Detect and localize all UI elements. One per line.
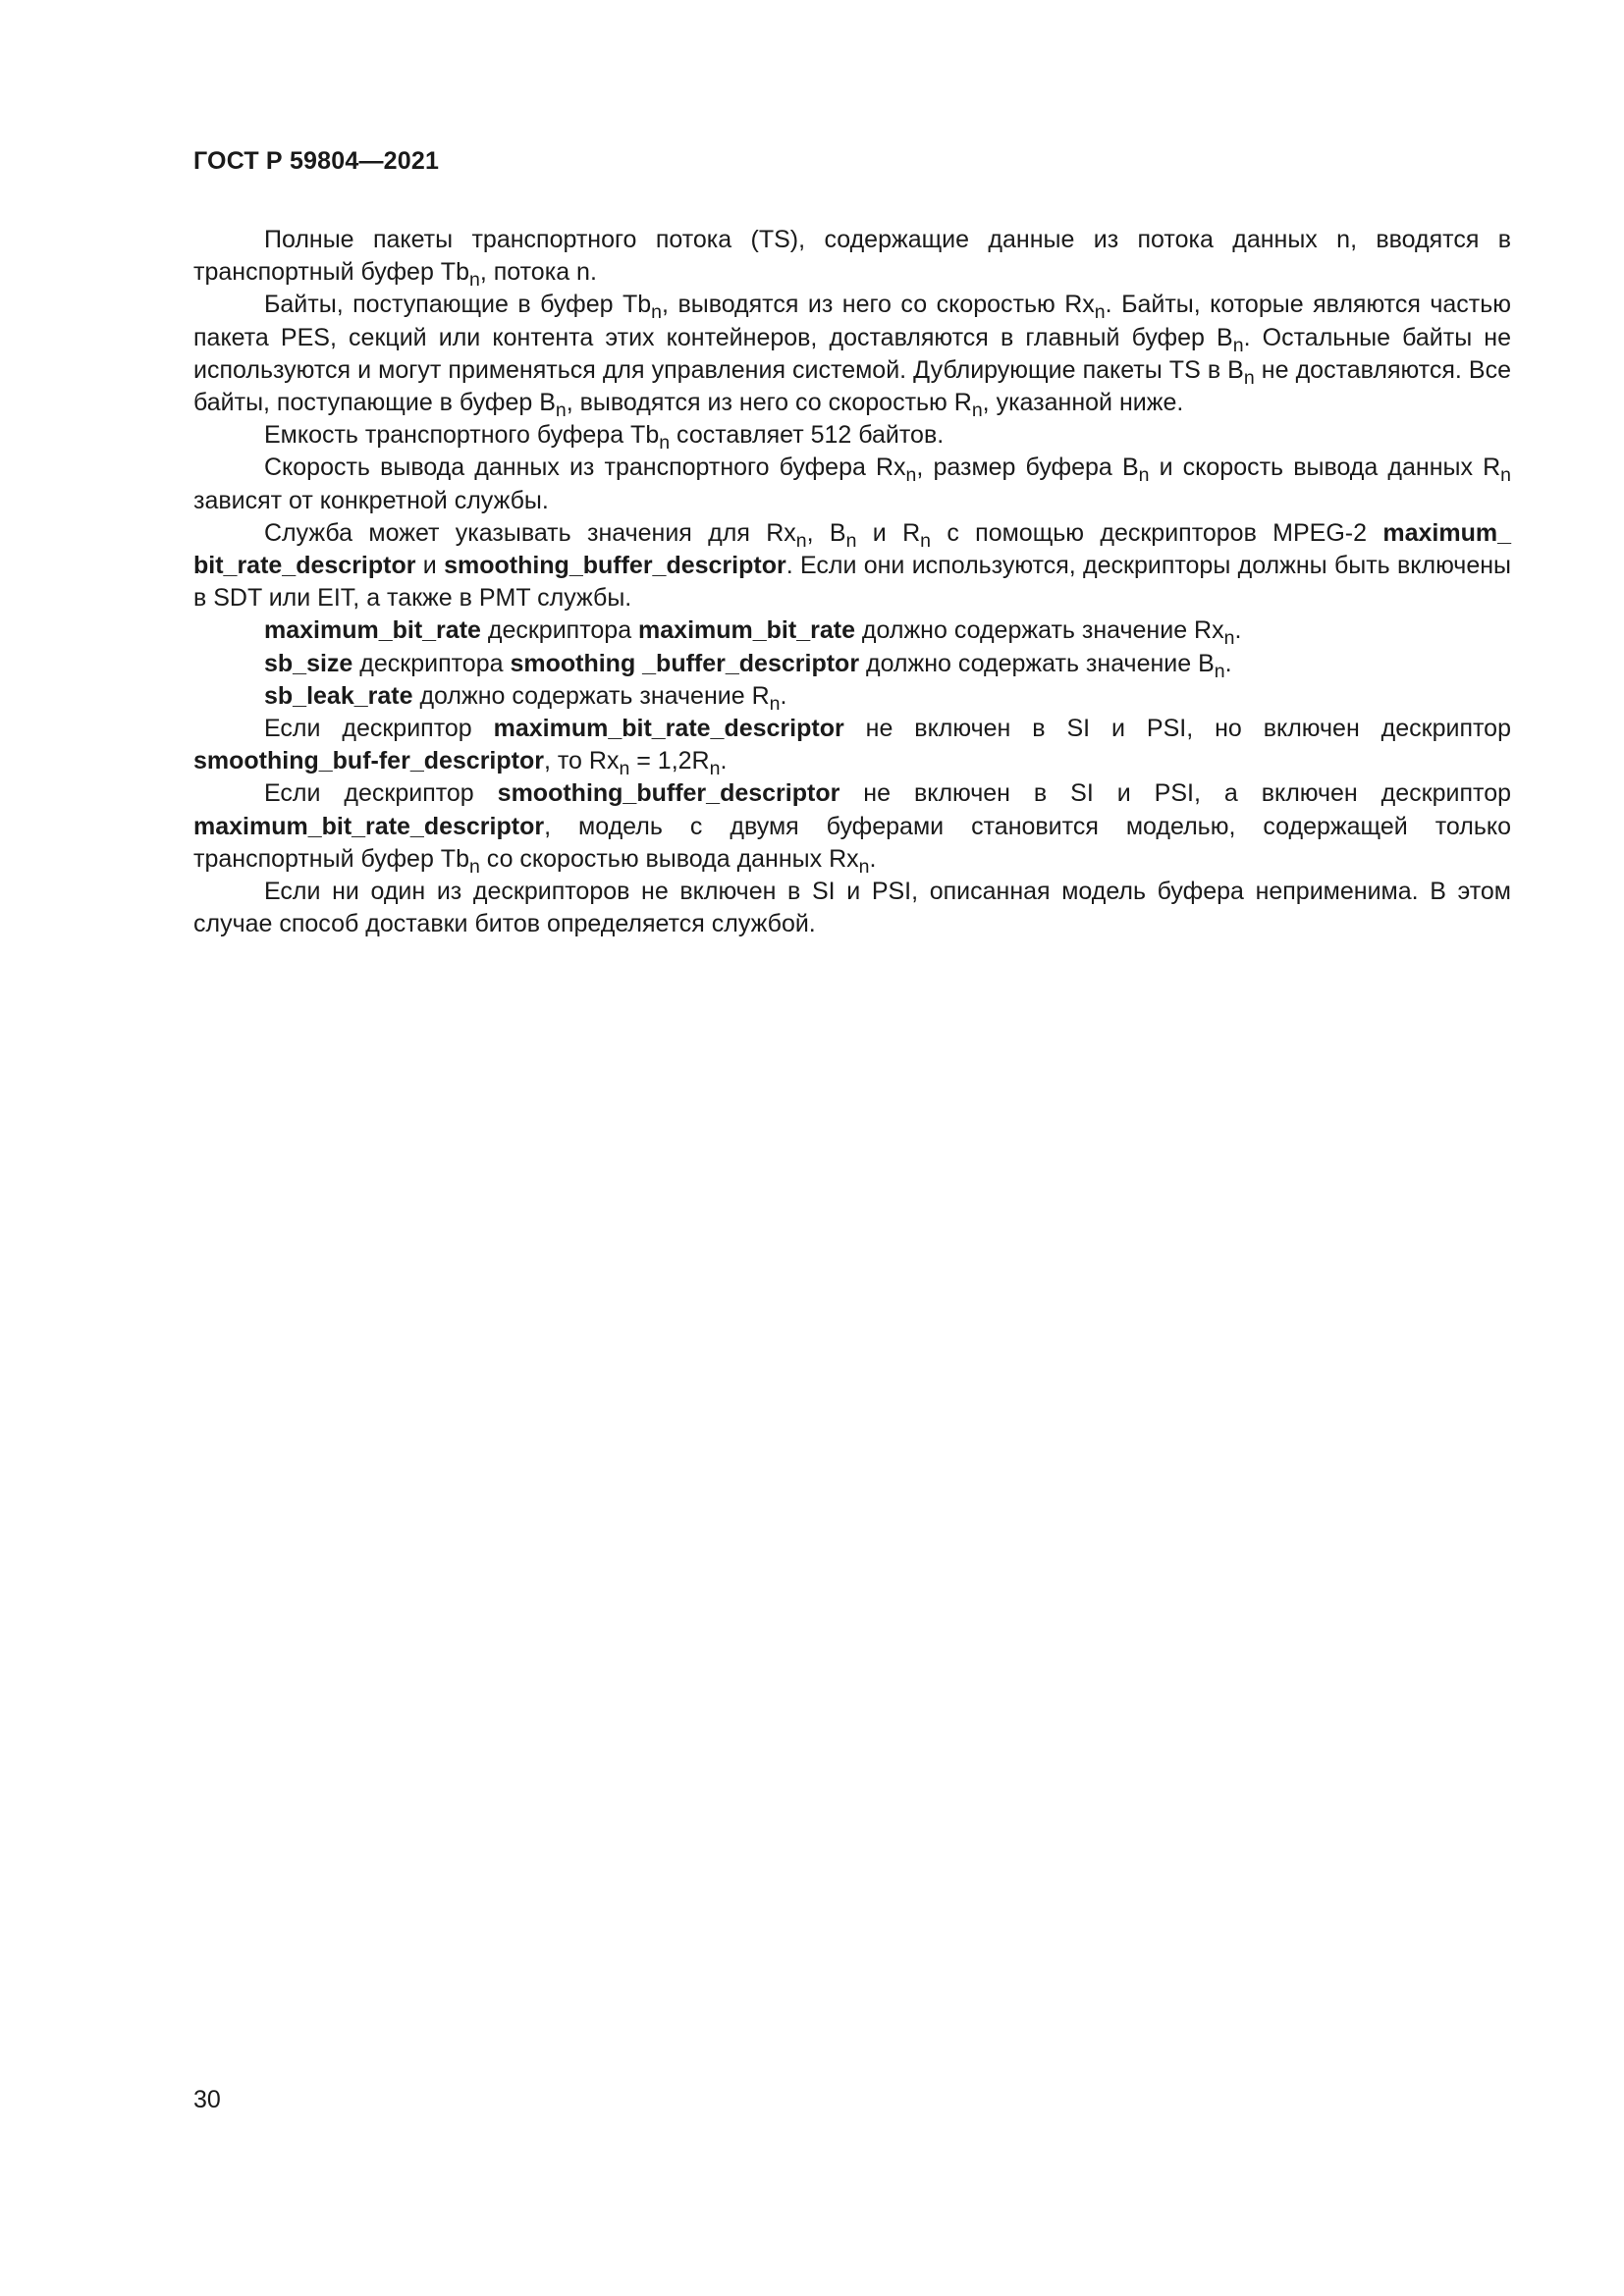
document-header: ГОСТ Р 59804—2021 — [193, 147, 440, 175]
paragraph-8: sb_leak_rate должно содержать значение $R_n$. — [264, 681, 787, 715]
document-body — [193, 224, 1511, 940]
paragraph-5: Служба может указывать значения для $Rx_n$, $B_n$ и $R_n$ с помощью дескрипторов MPEG-2 maximum_ bit_rate_descriptor и smoothing_buffer_descriptor. Если они используются, дескрипторы должны быть включены в SDT или EIT, а также в PMT службы. — [193, 518, 1512, 613]
paragraph-3: Емкость транспортного буфера $Tb_n$ составляет 512 байтов. — [264, 421, 945, 454]
paragraph-7: sb_size дескриптора smoothing _buffer_descriptor должно содержать значение $B_n$. — [264, 649, 1232, 682]
paragraph-4: Скорость вывода данных из транспортного буфера $Rx_n$, размер буфера $B_n$ и скорость вывода данных $R_n$ зависят от конкретной службы. — [193, 454, 1511, 514]
paragraph-2: Байты, поступающие в буфер $Tb_n$, выводятся из него со скоростью $Rx_n$. Байты, которые являются частью пакета PES, секций или контента этих контейнеров, доставляются в главный буфер $B_n$. Остальные байты не используются и могут применяться для управления системой. Дублирующие пакеты TS в $B_n$ не доставляются. Все байты, поступающие в буфер $B_n$, выводятся из него со скоростью $R_n$, указанной ниже. — [193, 291, 1511, 421]
paragraph-10: Если дескриптор smoothing_buffer_descriptor не включен в SI и PSI, а включен дескриптор maximum_bit_rate_descriptor, модель с двумя буферами становится моделью, содержащей только транспортный буфер $Tb_n$ со скоростью вывода данных $Rx_n$. — [193, 779, 1511, 878]
page-number: 30 — [193, 2086, 221, 2113]
paragraph-11: Если ни один из дескрипторов не включен в SI и PSI, описанная модель буфера неприменима. В этом случае способ доставки битов определяется службой. — [193, 878, 1511, 938]
paragraph-1: Полные пакеты транспортного потока (TS), содержащие данные из потока данных n, вводятся в транспортный буфер $Tb_n$, потока n. — [193, 226, 1511, 292]
paragraph-6: maximum_bit_rate дескриптора maximum_bit_rate должно содержать значение $Rx_n$. — [264, 616, 1242, 650]
paragraph-9: Если дескриптор maximum_bit_rate_descriptor не включен в SI и PSI, но включен дескриптор smoothing_buf-fer_descriptor, то $Rx_n = 1,2R_n$. — [193, 715, 1511, 780]
